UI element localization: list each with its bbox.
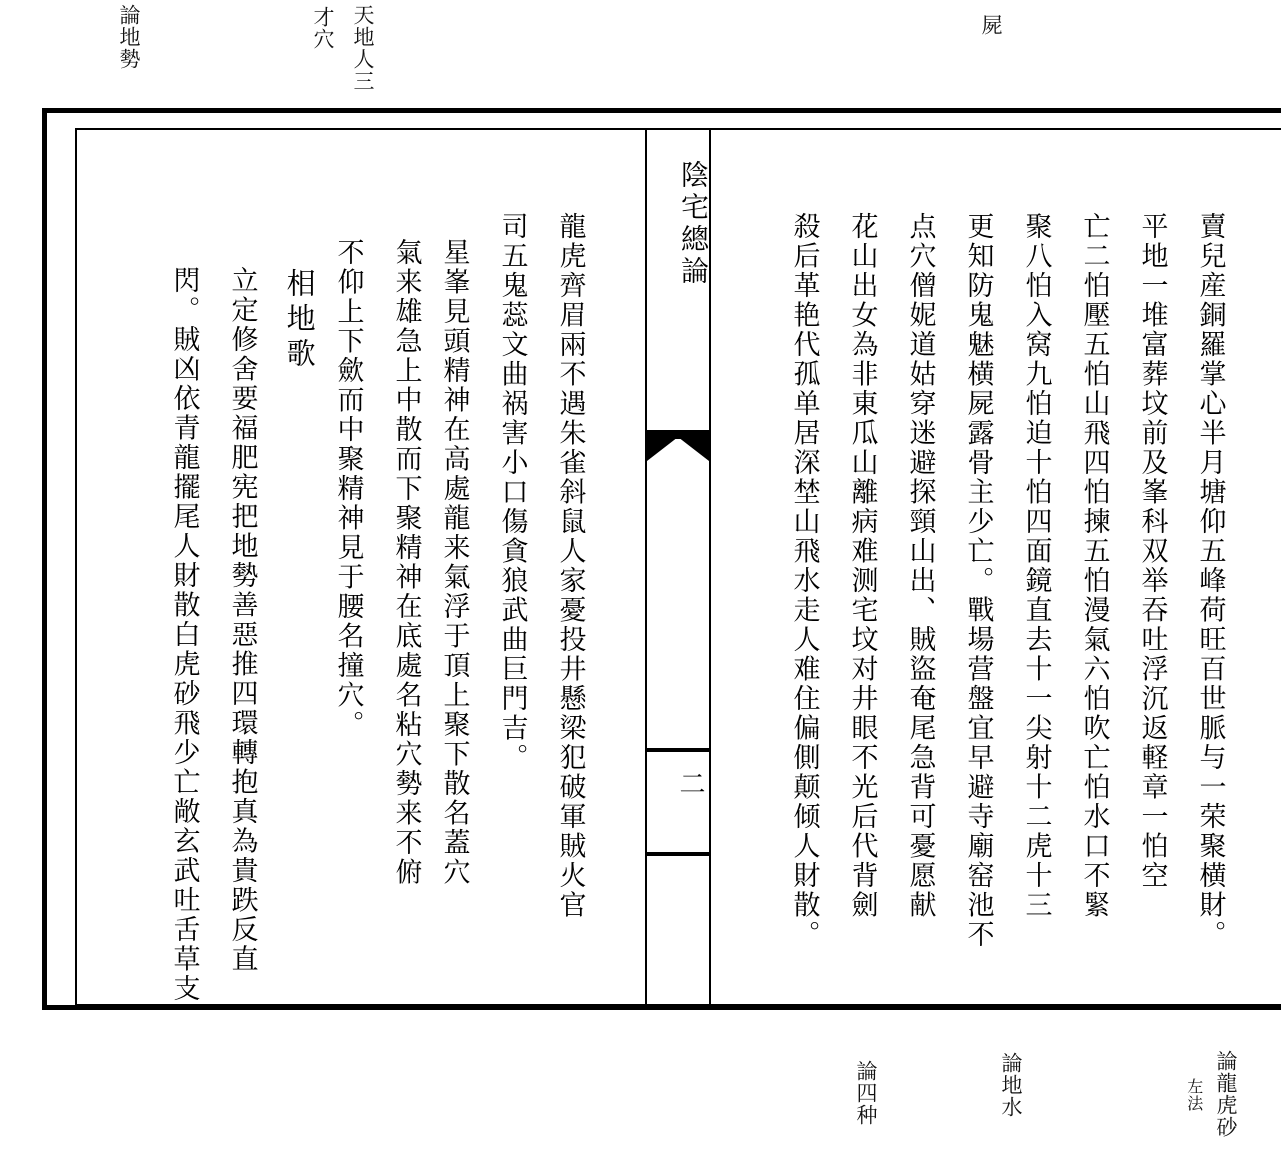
left-column-4: 氣来雄急上中散而下聚精神在底處名粘穴勢来不俯 <box>390 238 422 887</box>
fishtail-ornament-icon <box>647 430 709 466</box>
margin-note-bottom-right-4: 論四种 <box>854 1060 879 1126</box>
margin-note-top-left: 論地勢 <box>117 4 142 70</box>
page-number: 二 <box>675 770 705 796</box>
margin-note-top-mid-1: 天地人三 <box>351 4 376 92</box>
left-column-1: 龍虎齊眉兩不遇朱雀斜鼠人家憂投井懸梁犯破軍賊火官 <box>554 212 586 920</box>
right-column-6: 点穴僧妮道姑穿迷避探頸山出、賊盜奄尾急背可憂愿献 <box>904 212 936 920</box>
right-column-2: 平地一堆富葬坟前及峯科双举吞吐浮沉返軽章一怕空 <box>1136 212 1168 891</box>
margin-note-bottom-right-2: 左法 <box>1184 1078 1204 1112</box>
margin-note-bottom-right-3: 論地水 <box>999 1052 1024 1118</box>
book-title: 陰宅總論 <box>677 160 710 288</box>
left-column-heading: 相地歌 <box>282 268 317 373</box>
right-column-5: 更知防鬼魅横屍露骨主少亡。戰場营盤宜早避寺廟窑池不 <box>962 212 994 950</box>
fold-rule-lower <box>647 852 709 856</box>
fold-rule-upper <box>647 748 709 752</box>
left-column-7: 立定修舍要福肥宪把地勢善惡推四環轉抱真為貴跌反直 <box>226 266 258 974</box>
left-column-2: 司五鬼蕊文曲祸害小口傷貪狼武曲巨門吉。 <box>496 212 528 773</box>
margin-note-top-mid-2: 才穴 <box>311 6 336 50</box>
right-column-4: 聚八怕入窝九怕迫十怕四面鏡直去十一尖射十二虎十三 <box>1020 212 1052 920</box>
right-column-3: 亡二怕壓五怕山飛四怕揀五怕漫氣六怕吹亡怕水口不緊 <box>1078 212 1110 920</box>
right-column-1: 賣兒産銅羅掌心半月塘仰五峰荷旺百世脈与一荣聚横財。 <box>1194 212 1226 950</box>
margin-note-bottom-right-1: 論龍虎砂 <box>1214 1050 1239 1138</box>
left-column-3: 星峯見頭精神在高處龍来氣浮于頂上聚下散名蓋穴 <box>438 238 470 887</box>
center-fold-column <box>645 130 711 1004</box>
right-column-7: 花山出女為非東瓜山離病难测宅坟对井眼不光后代背劍 <box>846 212 878 920</box>
left-column-8: 閃。賊凶依青龍擺尾人財散白虎砂飛少亡敞玄武吐舌草支 <box>168 266 200 1004</box>
margin-note-top-right: 屍 <box>979 14 1004 36</box>
left-column-5: 不仰上下歛而中聚精神見于腰名撞穴。 <box>332 238 364 740</box>
right-column-8: 殺后革艳代孤单居深埜山飛水走人难住偏側颠倾人財散。 <box>788 212 820 950</box>
